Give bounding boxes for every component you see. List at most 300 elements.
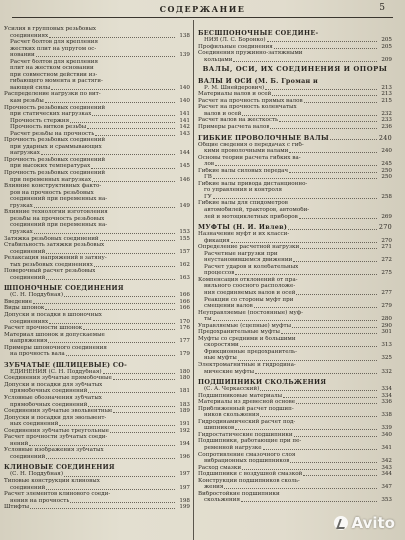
- toc-entry-title: Гибкие валы силовых передач: [198, 167, 289, 174]
- toc-page-number: 343: [381, 464, 392, 471]
- toc-page-number: 279: [381, 303, 392, 310]
- toc-entry-title: Соединения зубчатые прямобочные: [4, 375, 112, 382]
- toc-entry-title: Штифты: [4, 504, 30, 511]
- toc-entry-title: ременной нагрузке: [204, 445, 262, 452]
- toc-entry: [198, 57, 392, 64]
- toc-entry-title: Расчет прочности шпонок: [4, 325, 83, 332]
- dot-leader: [100, 240, 175, 241]
- dot-leader: [235, 429, 377, 430]
- dot-leader: [46, 253, 175, 254]
- toc-entry-title: Расчетные нагрузки при: [204, 250, 278, 257]
- toc-entry-title: Расчет болтов для крепления: [10, 39, 99, 46]
- dot-leader: [45, 309, 175, 310]
- toc-section-heading: [198, 378, 392, 386]
- toc-entry-title: на прочность вала: [10, 351, 65, 358]
- toc-entry-title: Поверочный расчет резьбовых: [4, 268, 96, 275]
- toc-page-number: 141: [179, 111, 190, 118]
- dot-leader: [213, 178, 377, 179]
- toc-entry-title: гибающего момента и растяги-: [10, 78, 103, 85]
- dot-leader: [213, 198, 377, 199]
- toc-entry-title: ВАЛЫ И ОСИ (М. Б. Громан и: [198, 76, 319, 85]
- toc-entry-title: Сопротивление смазочного слоя: [198, 451, 296, 458]
- toc-page-number: 196: [179, 453, 190, 460]
- toc-entry-title: автомобилей, тракторов, автомоби-: [204, 206, 310, 213]
- toc-page-number: 140: [179, 84, 190, 91]
- dot-leader: [270, 128, 377, 129]
- toc-page-number: 240: [378, 133, 392, 142]
- toc-page-number: 236: [381, 123, 392, 130]
- toc-entry-title: Введение: [4, 298, 33, 305]
- dot-leader: [70, 122, 175, 123]
- dot-leader: [51, 89, 175, 90]
- toc-page-number: 153: [179, 228, 190, 235]
- toc-entry-title: при ударных и сраммывающих: [10, 143, 102, 150]
- toc-entry-title: скольжения: [204, 497, 241, 504]
- toc-entry: [198, 214, 392, 221]
- toc-page-number: 250: [381, 174, 392, 181]
- toc-page-number: 271: [381, 244, 392, 251]
- watermark-text: Avito: [351, 514, 395, 532]
- toc-entry-title: нения на прочность: [10, 497, 70, 504]
- toc-entry-title: ЕДИНЕНИЯ (С. Н. Поддубная): [10, 368, 102, 375]
- toc-page-number: 146: [179, 176, 190, 183]
- dot-leader: [92, 181, 175, 182]
- dot-leader: [303, 475, 377, 476]
- toc-entry-title: Гибкие валы для спидометров: [198, 200, 288, 207]
- toc-entry-title: Влияние конструктивных факто-: [4, 183, 102, 190]
- toc-entry-title: Расчет резьбы на прочность: [10, 130, 95, 137]
- toc-page-number: 189: [179, 408, 190, 415]
- dot-leader: [110, 432, 175, 433]
- toc-page-number: 205: [381, 37, 392, 43]
- toc-entry-title: Допуски и посадки для эвольвент-: [4, 414, 107, 421]
- toc-page-number: 170: [179, 318, 190, 325]
- toc-entry-title: Стабильность затяжки резьбовых: [4, 242, 105, 249]
- dot-leader: [300, 248, 377, 249]
- dot-leader: [49, 323, 175, 324]
- dot-leader: [292, 327, 377, 328]
- dot-leader: [274, 48, 377, 49]
- dot-leader: [238, 360, 377, 361]
- dot-leader: [113, 412, 175, 413]
- toc-page-number: 180: [179, 368, 190, 375]
- toc-page-number: 197: [179, 484, 190, 491]
- toc-entry-title: вильного соосного расположе-: [204, 283, 296, 290]
- dot-leader: [215, 165, 377, 166]
- toc-entry-title: Примеры шпоночного соединения: [4, 344, 107, 351]
- dot-leader: [113, 379, 175, 380]
- toc-entry-title: Профильные соединения: [198, 43, 273, 50]
- dot-leader: [36, 56, 175, 57]
- dot-leader: [283, 397, 377, 398]
- toc-entry-title: Усилия в групповых резьбовых: [4, 26, 97, 32]
- toc-page-number: 144: [179, 150, 190, 157]
- toc-page-number: 272: [381, 257, 392, 264]
- toc-entry-title: Гибкие валы привода дистанционно-: [198, 180, 308, 187]
- dot-leader: [46, 489, 175, 490]
- toc-page-number: 142: [179, 124, 190, 131]
- toc-page-number: 275: [381, 270, 392, 277]
- dot-leader: [34, 207, 175, 208]
- toc-entry-title: Соединения зубчатые эвольвентные: [4, 408, 113, 415]
- toc-entry-title: Компенсация отклонений от пра-: [198, 276, 298, 283]
- toc-entry-title: плит на жестком основании: [10, 65, 94, 72]
- toc-page-number: 162: [179, 261, 190, 268]
- page-number: 5: [379, 3, 385, 13]
- toc-page-number: 149: [179, 202, 190, 209]
- toc-entry-title: вибрационных подшипников: [204, 458, 290, 465]
- toc-entry-title: неустановившемся движении: [204, 257, 293, 264]
- dot-leader: [66, 355, 175, 356]
- toc-entry-title: го управления и контроля: [204, 187, 283, 194]
- toc-page-number: 194: [179, 440, 190, 447]
- toc-page-number: 338: [381, 412, 392, 419]
- toc-page-number: 179: [179, 351, 190, 358]
- toc-page-number: 280: [381, 316, 392, 323]
- toc-page-number: 205: [381, 43, 392, 50]
- toc-entry-title: при переменных нагрузках: [10, 176, 92, 183]
- toc-entry-title: шипников: [204, 425, 235, 432]
- toc-entry-title: Конструкции подшипников сколь-: [198, 477, 300, 484]
- toc-left-column: [4, 26, 190, 511]
- dot-leader: [235, 274, 377, 275]
- dot-leader: [242, 469, 377, 470]
- toc-entry-title: ЗУБЧАТЫЕ (ШЛИЦЕВЫЕ) СО-: [4, 360, 128, 369]
- toc-entry-title: прямобочных соединений: [10, 388, 88, 395]
- toc-entry-title: Управляемые (сцепные) муфты: [198, 322, 292, 329]
- toc-entry-title: соединениях: [10, 318, 49, 325]
- toc-page-number: 166: [179, 305, 190, 312]
- dot-leader: [49, 37, 175, 38]
- toc-entry: [198, 124, 392, 131]
- toc-entry-title: ШПОНОЧНЫЕ СОЕДИНЕНИЯ: [4, 284, 124, 293]
- toc-page-number: 344: [381, 471, 392, 478]
- dot-leader: [290, 462, 377, 463]
- toc-page-number: 183: [179, 401, 190, 408]
- toc-entry-title: Прочность витков резьбы: [10, 124, 87, 131]
- toc-page-number: 232: [381, 110, 392, 117]
- toc-page-number: 233: [381, 117, 392, 124]
- toc-entry-title: Расчет элементов клинового соеди-: [4, 491, 111, 498]
- page-header: [0, 0, 405, 20]
- dot-leader: [88, 406, 175, 407]
- toc-section-heading: [198, 29, 392, 37]
- dot-leader: [233, 61, 377, 62]
- toc-entry-title: Подшипниковые материалы: [198, 392, 283, 399]
- toc-entry-title: Типовые конструкции клиновых: [4, 478, 100, 484]
- toc-entry-title: тых резьбовых соединениях: [10, 261, 93, 268]
- toc-entry-title: Материал шпонок и допускаемые: [4, 331, 105, 338]
- toc-entry-title: Условные обозначения зубчатых: [4, 394, 102, 401]
- toc-page-number: 325: [381, 355, 392, 362]
- toc-entry-title: Прочность резьбовых соединений: [4, 137, 106, 144]
- toc-page-number: 313: [381, 342, 392, 349]
- dot-leader: [242, 115, 377, 116]
- toc-page-number: 192: [179, 427, 190, 434]
- toc-entry-title: Допуски и посадки для зубчатых: [4, 381, 103, 388]
- dot-leader: [103, 373, 175, 374]
- toc-entry-title: соединений при переменных на-: [10, 222, 108, 229]
- dot-leader: [263, 449, 377, 450]
- header-rule: [12, 17, 393, 18]
- toc-entry-title: лов: [204, 161, 215, 168]
- toc-page-number: 339: [381, 425, 392, 432]
- toc-entry-title: кими проволочными валами: [204, 148, 289, 155]
- toc-page-number: 269: [381, 213, 392, 220]
- toc-entry-title: вающей силы: [10, 84, 51, 91]
- toc-entry-title: Условные изображения зубчатых: [4, 447, 104, 454]
- avito-watermark: [334, 514, 395, 532]
- toc-entry-title: ных соединений: [10, 421, 59, 428]
- toc-entry-title: при совместном действии из-: [10, 71, 98, 78]
- toc-entry-title: Подшипники с воздушной смазкой: [198, 471, 303, 478]
- toc-entry-title: Виды шпонок: [4, 305, 45, 312]
- dot-leader: [45, 102, 175, 103]
- toc-right-column: [198, 26, 392, 504]
- dot-leader: [64, 476, 175, 477]
- dot-leader: [48, 342, 175, 343]
- toc-entry-title: Фрикционные предохранитель-: [204, 348, 297, 355]
- toc-entry-title: валов и осей: [204, 110, 242, 117]
- toc-entry-title: при статических нагрузках: [10, 111, 92, 118]
- toc-entry-title: кольцами: [204, 56, 233, 63]
- toc-entry-title: грузках: [10, 202, 33, 209]
- dot-leader: [46, 458, 175, 459]
- toc-entry-title: Распределение нагрузки по вит-: [4, 91, 101, 98]
- toc-entry-title: Прочность резьбовых соединений: [4, 156, 106, 163]
- dot-leader: [288, 229, 377, 230]
- toc-entry-title: ные муфты: [204, 355, 237, 362]
- dot-leader: [255, 373, 377, 374]
- toc-entry: [198, 369, 392, 376]
- toc-entry-title: Расчет валов на жесткость: [198, 117, 279, 124]
- dot-leader: [87, 128, 175, 129]
- dot-leader: [304, 102, 377, 103]
- dot-leader: [64, 296, 175, 297]
- toc-entry-title: Прочность резьбовых соединений: [4, 104, 106, 111]
- toc-entry-title: МУФТЫ (Н. И. Ивлев): [198, 223, 288, 232]
- toc-entry-title: скоростями: [204, 342, 239, 349]
- toc-entry-title: БЕСШПОНОЧНЫЕ СОЕДИНЕ-: [198, 29, 319, 37]
- toc-entry-title: Назначение муфт и их класси-: [198, 231, 290, 238]
- toc-entry-title: Затяжка резьбовых соединений: [4, 235, 99, 242]
- toc-entry-title: Примеры расчета валов: [198, 123, 270, 130]
- chapter-heading: ВАЛЫ, ОСИ, ИХ СОЕДИНЕНИЯ И ОПОРЫ: [202, 65, 388, 74]
- dot-leader: [240, 346, 377, 347]
- toc-entry-title: Предохранительные муфты: [198, 329, 280, 336]
- toc-entry-title: Гидростатические подшипники: [198, 431, 293, 438]
- toc-page-number: 342: [381, 458, 392, 465]
- dot-leader: [33, 303, 175, 304]
- toc-page-number: 166: [179, 298, 190, 305]
- toc-entry: [4, 454, 190, 461]
- dot-leader: [293, 261, 377, 262]
- toc-section-heading: [198, 77, 392, 85]
- toc-entry-title: процессов: [204, 270, 235, 277]
- toc-entry: [198, 497, 392, 504]
- toc-entry-title: нений: [10, 440, 29, 447]
- dot-leader: [46, 279, 175, 280]
- toc-entry-title: Неуправляемые (постоянные) муф-: [198, 309, 304, 316]
- toc-section-heading: [4, 284, 190, 292]
- toc-page-number: 163: [179, 274, 190, 281]
- toc-entry-title: Приближенный расчет подшип-: [198, 405, 294, 412]
- toc-page-number: 155: [179, 235, 190, 242]
- toc-section-heading: [198, 223, 392, 231]
- toc-entry-title: Соединения зубчатые треугольные: [4, 427, 109, 434]
- toc-page-number: 213: [381, 84, 392, 91]
- toc-entry-title: жения: [204, 484, 224, 491]
- toc-page-number: 138: [179, 32, 190, 39]
- toc-page-number: 157: [179, 248, 190, 255]
- toc-section-heading: [198, 134, 392, 142]
- dot-leader: [94, 266, 175, 267]
- toc-entry-title: нагрузках: [10, 150, 40, 157]
- toc-entry-title: ров на прочность резьбовых: [10, 189, 94, 196]
- toc-entry-title: Муфты со средними и большими: [198, 335, 296, 342]
- toc-entry: [4, 275, 190, 282]
- dot-leader: [260, 390, 377, 391]
- toc-entry-title: Электромагнитные и гидродина-: [198, 362, 296, 369]
- toc-entry-title: Прочность резьбовых соединений: [4, 170, 106, 177]
- dot-leader: [267, 41, 378, 42]
- toc-page-number: 240: [381, 148, 392, 155]
- toc-page-number: 250: [381, 167, 392, 174]
- toc-entry-title: фикация: [204, 237, 230, 244]
- toc-entry-title: Материалы из древесной основе: [198, 399, 296, 406]
- toc-entry-title: смещении валов: [204, 303, 253, 310]
- toc-entry-title: грузках: [10, 228, 33, 235]
- toc-entry-title: новании: [10, 52, 35, 59]
- toc-page-number: 258: [381, 193, 392, 200]
- avito-logo-icon: [334, 516, 348, 530]
- toc-page-number: 180: [179, 375, 190, 382]
- toc-page-number: 215: [381, 97, 392, 104]
- dot-leader: [231, 242, 377, 243]
- toc-entry-title: прямобочных соединений: [10, 401, 88, 408]
- dot-leader: [224, 488, 377, 489]
- toc-section-heading: [4, 361, 190, 369]
- toc-entry-title: ПОДШИПНИКИ СКОЛЬЖЕНИЯ: [198, 378, 327, 387]
- toc-entry-title: соединений: [10, 248, 46, 255]
- toc-entry-title: Расчет ударов и колебательных: [204, 263, 299, 270]
- dot-leader: [91, 168, 175, 169]
- toc-page-number: 197: [179, 471, 190, 478]
- toc-section-heading: [4, 463, 190, 471]
- toc-entry-title: соединений: [10, 274, 46, 281]
- toc-entry-title: при высоких температурах: [10, 163, 91, 170]
- dot-leader: [296, 403, 377, 404]
- toc-page-number: 245: [381, 161, 392, 168]
- toc-entry-title: соединений: [10, 453, 46, 460]
- toc-page-number: 341: [381, 445, 392, 452]
- toc-page-number: 353: [381, 497, 392, 504]
- toc-entry-title: (С. Н. Поддубная): [10, 471, 64, 478]
- dot-leader: [260, 416, 377, 417]
- dot-leader: [265, 89, 377, 90]
- toc-page-number: 177: [179, 338, 190, 345]
- dot-leader: [279, 121, 377, 122]
- dot-leader: [70, 502, 175, 503]
- dot-leader: [272, 95, 377, 96]
- toc-page-number: 209: [381, 56, 392, 63]
- dot-leader: [30, 508, 175, 509]
- toc-entry: [4, 351, 190, 358]
- dot-leader: [92, 115, 175, 116]
- toc-page-number: 198: [179, 497, 190, 504]
- toc-page-number: 332: [381, 368, 392, 375]
- dot-leader: [83, 329, 175, 330]
- toc-page-number: 340: [381, 431, 392, 438]
- toc-page-number: 143: [179, 130, 190, 137]
- toc-entry-title: ГИБКИЕ ПРОВОЛОЧНЫЕ ВАЛЫ: [198, 133, 329, 142]
- toc-entry-title: Материалы валов и осей: [198, 91, 272, 98]
- dot-leader: [289, 172, 377, 173]
- toc-entry-title: соединений при переменных на-: [10, 196, 108, 203]
- toc-entry-title: Реакции со стороны муфт при: [204, 296, 294, 303]
- toc-entry-title: соединений: [10, 484, 46, 491]
- dot-leader: [281, 333, 377, 334]
- toc-page-number: 141: [179, 117, 190, 124]
- dot-leader: [299, 218, 377, 219]
- toc-entry-title: Релаксация напряжений в затяну-: [4, 255, 107, 262]
- toc-entry-title: кам резьбы: [10, 98, 44, 105]
- toc-entry-title: (С. Н. Поддубная): [10, 292, 64, 299]
- toc-page-number: 181: [179, 388, 190, 395]
- running-title: СОДЕРЖАНИЕ: [159, 4, 246, 14]
- toc-page-number: 290: [381, 322, 392, 329]
- toc-entry-title: ников скольжения: [204, 412, 260, 419]
- dot-leader: [296, 294, 377, 295]
- toc-page-number: 199: [179, 504, 190, 511]
- toc-page-number: 140: [179, 98, 190, 105]
- toc-page-number: 176: [179, 325, 190, 332]
- dot-leader: [213, 320, 377, 321]
- toc-entry-title: жестких плит на упругом ос-: [10, 45, 97, 52]
- toc-page-number: 270: [378, 223, 392, 232]
- toc-page-number: 334: [381, 386, 392, 393]
- toc-entry-title: Соединения пружинно-затяжными: [198, 50, 303, 57]
- toc-entry-title: Прочность стержня: [10, 117, 70, 124]
- toc-entry-title: ГУ: [204, 193, 212, 200]
- toc-entry-title: Влияние технологии изготовления: [4, 209, 108, 216]
- dot-leader: [29, 445, 175, 446]
- toc-page-number: 166: [179, 292, 190, 299]
- toc-entry-title: Гидродинамический расчет под-: [198, 418, 296, 425]
- toc-entry-title: КЛИНОВЫЕ СОЕДИНЕНИЯ: [4, 463, 115, 472]
- dot-leader: [88, 392, 175, 393]
- toc-page-number: 191: [179, 421, 190, 428]
- toc-entry-title: резьбы на прочность резьбовых: [10, 215, 105, 222]
- toc-entry-title: ГВ: [204, 174, 212, 181]
- toc-entry-title: соединениях: [10, 32, 49, 39]
- column-divider: [193, 20, 194, 540]
- toc-entry-title: Определение расчетной нагрузки: [198, 244, 300, 251]
- toc-entry-title: Расчет болтов для крепления: [10, 58, 99, 65]
- dot-leader: [34, 233, 175, 234]
- dot-leader: [289, 152, 377, 153]
- toc-page-number: 301: [381, 329, 392, 336]
- dot-leader: [241, 501, 377, 502]
- toc-page-number: 145: [179, 163, 190, 170]
- toc-page-number: 277: [381, 290, 392, 296]
- toc-entry-title: Расчет на прочность прямых валов: [198, 97, 303, 104]
- toc-entry-title: ты: [204, 316, 212, 323]
- toc-entry-title: НИЯ (Л. С. Боронко): [204, 37, 266, 43]
- toc-entry-title: Допуски и посадки в шпоночных: [4, 311, 102, 318]
- toc-entry-title: Расчет прочности зубчатых соеди-: [4, 434, 108, 441]
- toc-entry-title: мические муфты: [204, 368, 255, 375]
